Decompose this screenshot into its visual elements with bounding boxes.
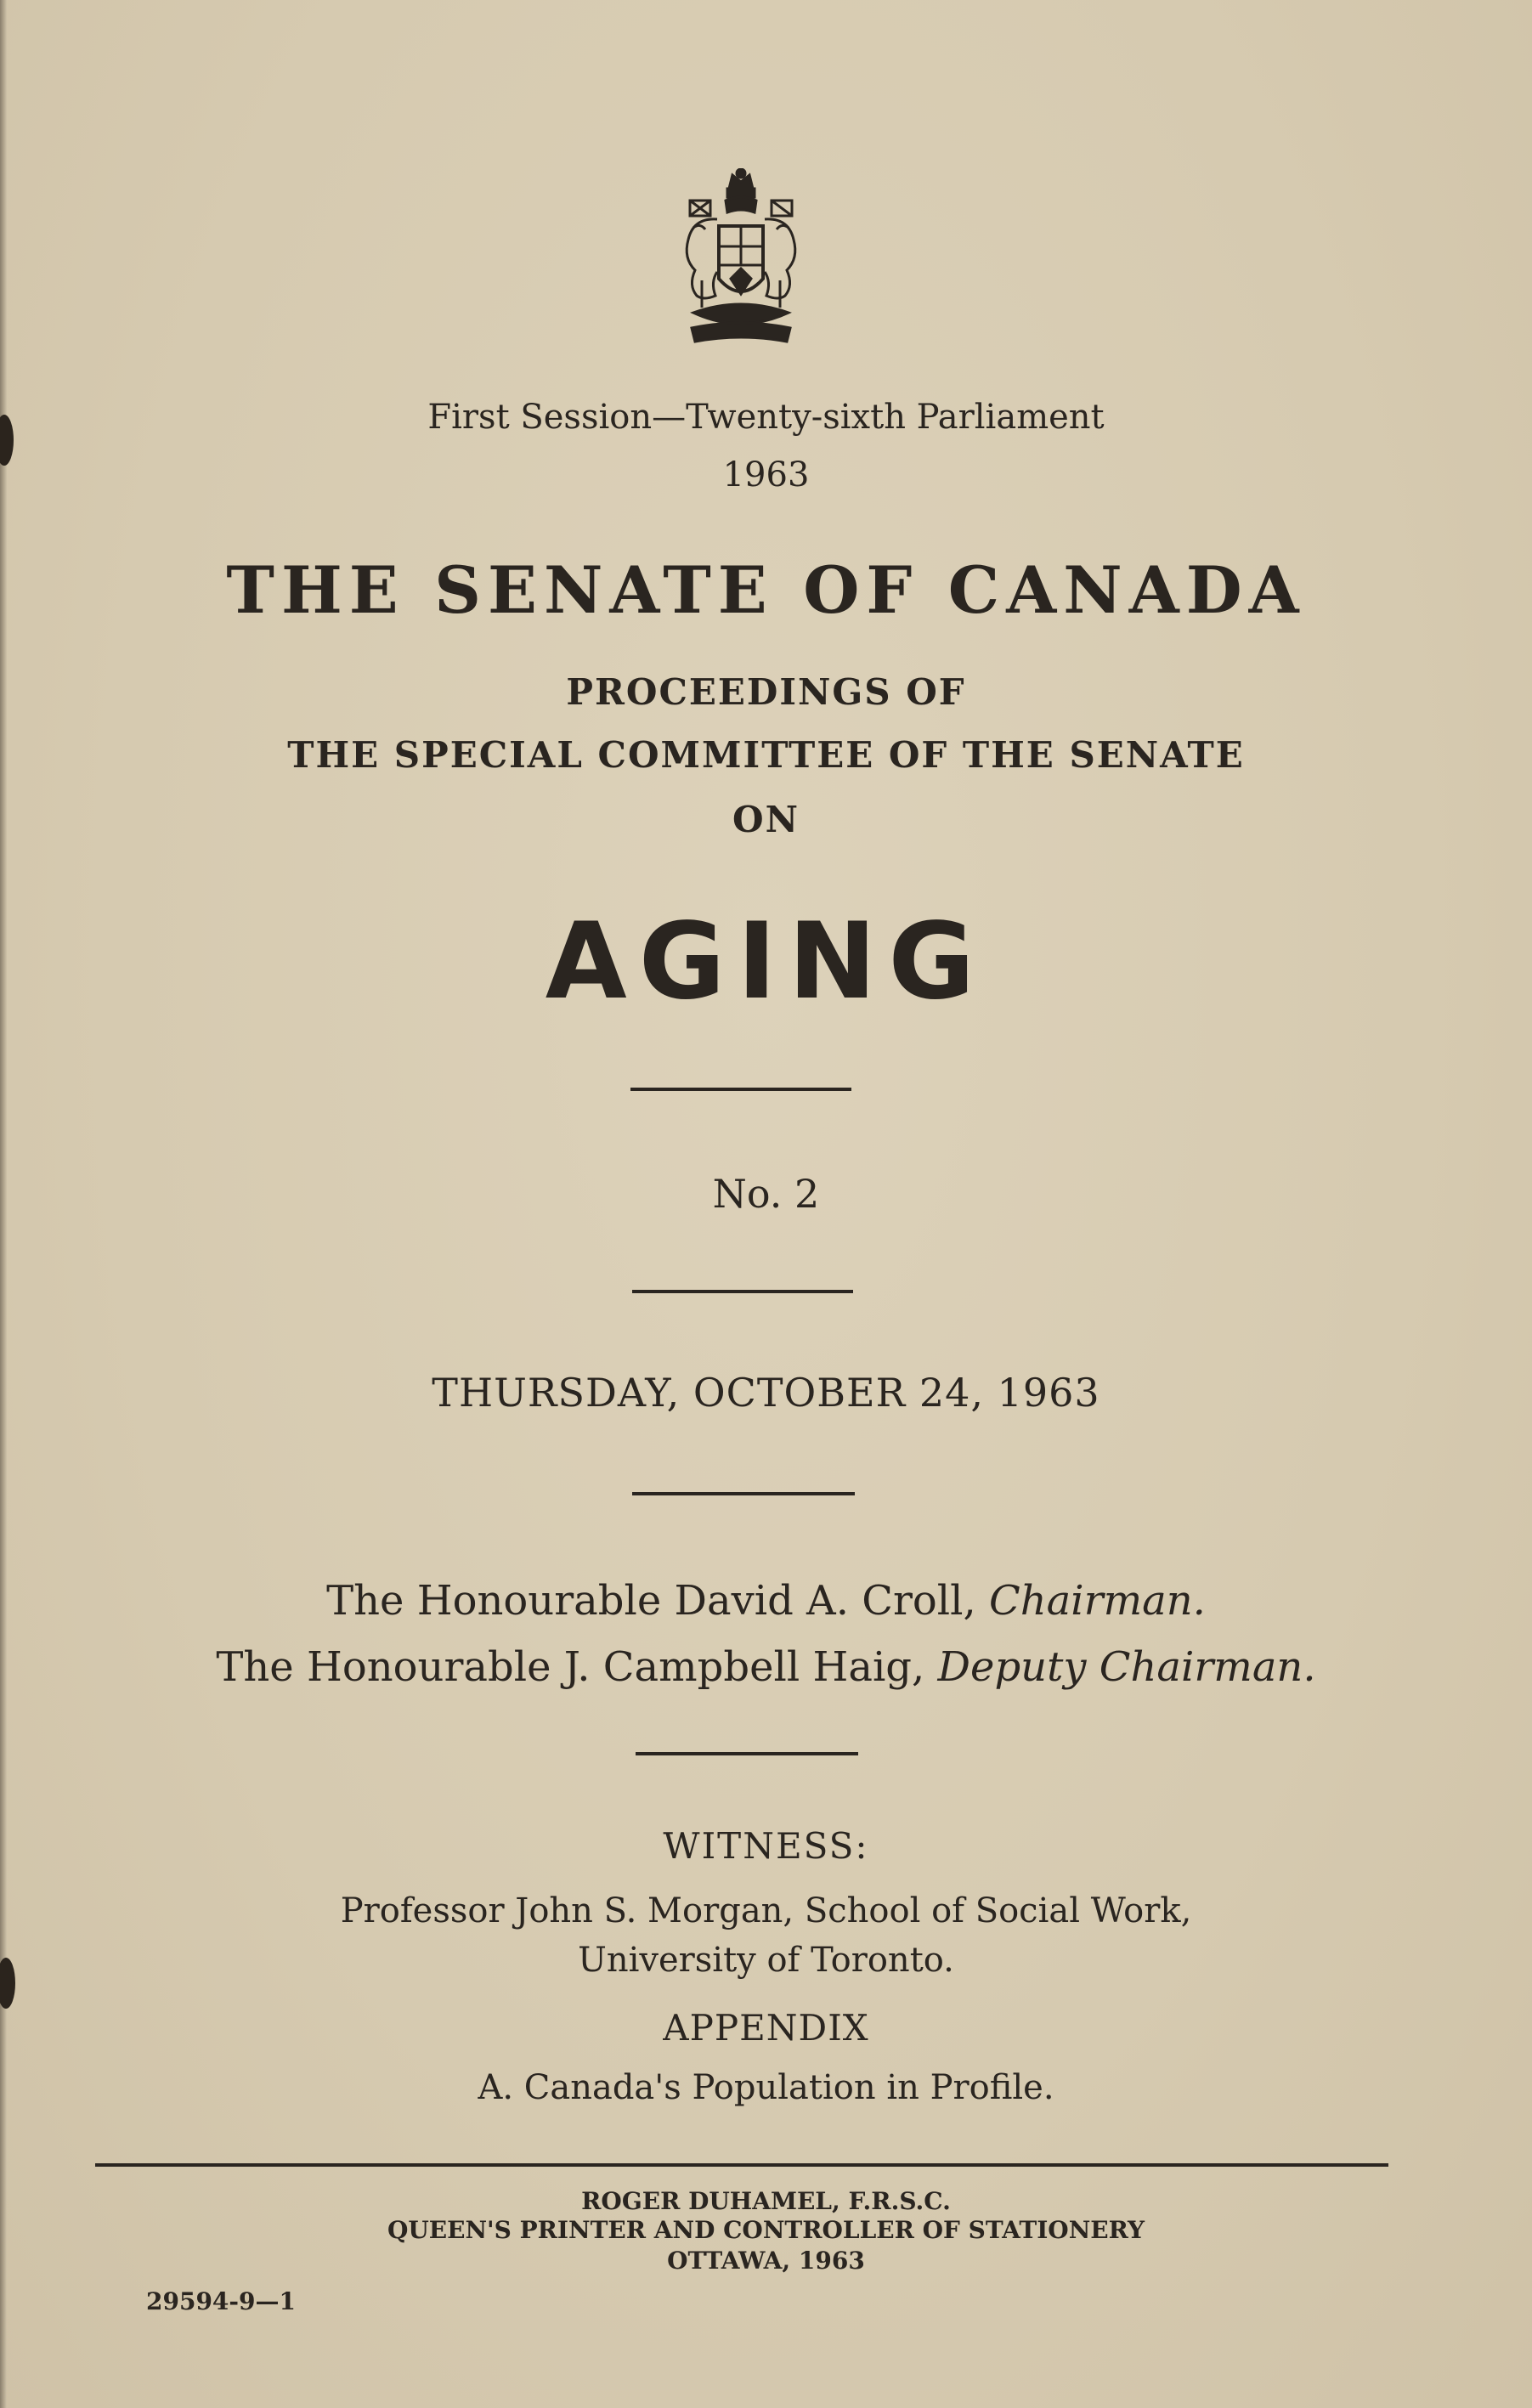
divider-rule	[632, 1492, 855, 1495]
witness-affiliation: University of Toronto.	[578, 1941, 954, 1980]
session-line: First Session—Twenty-sixth Parliament	[427, 398, 1105, 437]
on-line: ON	[732, 799, 800, 840]
appendix-item: A. Canada's Population in Profile.	[478, 2068, 1054, 2107]
royal-coat-of-arms-icon	[676, 168, 806, 350]
printer-name: ROGER DUHAMEL, F.R.S.C.	[581, 2187, 951, 2215]
deputy-chairman-line	[0, 1643, 1532, 1691]
printer-title: QUEEN'S PRINTER AND CONTROLLER OF STATIONERY	[387, 2216, 1145, 2244]
deputy-chairman-role: Deputy Chairman.	[937, 1643, 1316, 1691]
issue-number: No. 2	[712, 1171, 820, 1217]
print-code: 29594-9—1	[146, 2287, 296, 2315]
senate-title: THE SENATE OF CANADA	[226, 552, 1306, 628]
chairman-role: Chairman.	[989, 1577, 1206, 1625]
divider-rule	[630, 1088, 851, 1091]
chairman-line	[0, 1577, 1532, 1625]
witness-name: Professor John S. Morgan, School of Social Work,	[340, 1891, 1192, 1930]
committee-line: THE SPECIAL COMMITTEE OF THE SENATE	[287, 734, 1245, 776]
issue-date: THURSDAY, OCTOBER 24, 1963	[432, 1370, 1100, 1416]
chairman-name: The Honourable David A. Croll,	[326, 1577, 976, 1625]
footer-rule	[95, 2163, 1388, 2167]
divider-rule	[636, 1752, 858, 1755]
session-year: 1963	[722, 455, 810, 495]
divider-rule	[632, 1290, 853, 1293]
deputy-chairman-name: The Honourable J. Campbell Haig,	[216, 1643, 925, 1691]
proceedings-line: PROCEEDINGS OF	[566, 671, 966, 713]
witness-heading: WITNESS:	[663, 1825, 869, 1867]
printer-place: OTTAWA, 1963	[667, 2247, 865, 2275]
appendix-heading: APPENDIX	[663, 2007, 869, 2049]
subject-title: AGING	[545, 901, 987, 1023]
